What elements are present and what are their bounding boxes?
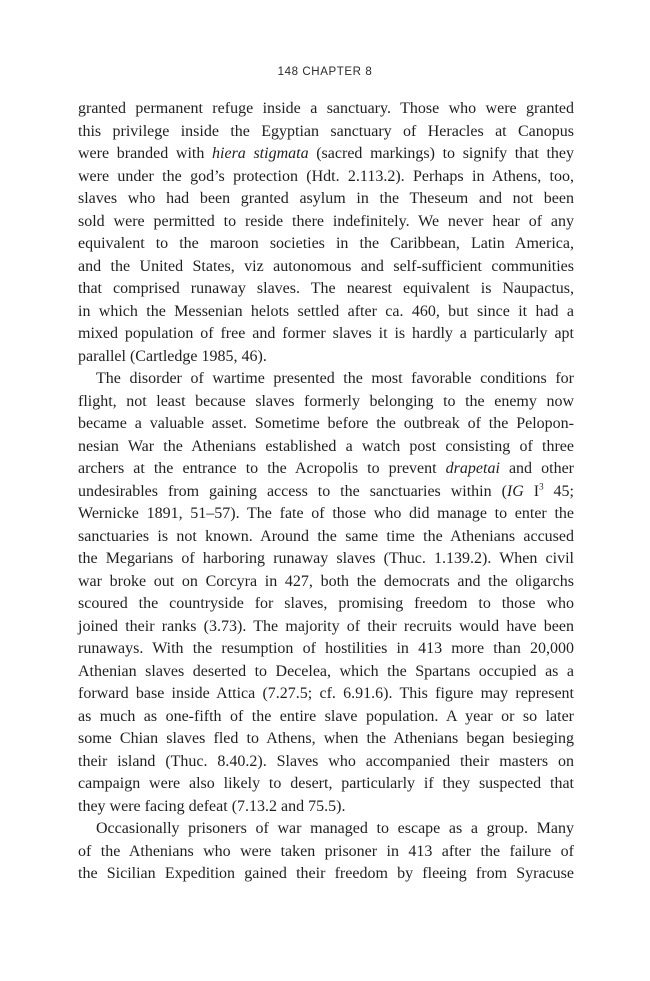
text-line: equivalent to the maroon societies in the Caribbean, Latin America, [78,235,574,252]
text-line: runaways. With the resumption of hostilities in 413 more than 20,000 [78,640,574,657]
text-line: some Chian slaves fled to Athens, when the Athenians began besieging [78,730,574,747]
text-line: war broke out on Corcyra in 427, both the democrats and the oligarchs [78,572,574,590]
text-line: that comprised runaway slaves. The nearest equivalent is Naupactus, [78,280,574,297]
text-line: slaves who had been granted asylum in the Theseum and not been [78,190,574,207]
text-line: forward base inside Attica (7.27.5; cf. 6.91.6). This figure may represent [78,685,574,702]
running-head: 148 CHAPTER 8 [277,66,373,78]
text-line: archers at the entrance to the Acropolis to prevent drapetai and other [78,460,574,477]
text-line: were under the god’s protection (Hdt. 2.113.2). Perhaps in Athens, too, [78,167,574,185]
body-text [78,0,574,981]
text-line: their island (Thuc. 8.40.2). Slaves who accompanied their masters on [78,752,574,770]
text-line: granted permanent refuge inside a sanctuary. Those who were granted [78,100,574,117]
text-line: the Sicilian Expedition gained their freedom by fleeing from Syracuse [78,865,574,882]
text-line: became a valuable asset. Sometime before the outbreak of the Pelopon- [78,415,574,432]
text-line: were branded with hiera stigmata (sacred markings) to signify that they [78,145,574,162]
text-line: they were facing defeat (7.13.2 and 75.5). [78,797,346,815]
text-line: of the Athenians who were taken prisoner in 413 after the failure of [78,842,574,860]
text-line: the Megarians of harboring runaway slaves (Thuc. 1.139.2). When civil [78,550,574,567]
text-line: undesirables from gaining access to the sanctuaries within (IG $I^3$ 45; [78,481,574,500]
text-line: and the United States, viz autonomous and self-sufficient communities [78,257,574,275]
text-line: nesian War the Athenians established a watch post consisting of three [78,437,574,455]
text-line: campaign were also likely to desert, particularly if they suspected that [78,775,574,792]
text-line: joined their ranks (3.73). The majority of their recruits would have been [78,617,574,635]
text-line: Athenian slaves deserted to Decelea, which the Spartans occupied as a [78,662,574,680]
text-line: in which the Messenian helots settled after ca. 460, but since it had a [78,302,574,320]
text-line: mixed population of free and former slaves it is hardly a particularly apt [78,325,574,342]
text-line: this privilege inside the Egyptian sanctuary of Heracles at Canopus [78,122,574,140]
text-line: sold were permitted to reside there indefinitely. We never hear of any [78,212,574,230]
text-line: The disorder of wartime presented the most favorable conditions for [96,370,574,387]
text-line: parallel (Cartledge 1985, 46). [78,347,267,365]
text-line: sanctuaries is not known. Around the same time the Athenians accused [78,527,574,545]
text-line: Occasionally prisoners of war managed to escape as a group. Many [96,820,574,837]
text-line: flight, not least because slaves formerly belonging to the enemy now [78,392,574,410]
text-line: as much as one-fifth of the entire slave population. A year or so later [78,707,574,725]
text-line: Wernicke 1891, 51–57). The fate of those who did manage to enter the [78,505,574,522]
text-line: scoured the countryside for slaves, promising freedom to those who [78,595,574,612]
